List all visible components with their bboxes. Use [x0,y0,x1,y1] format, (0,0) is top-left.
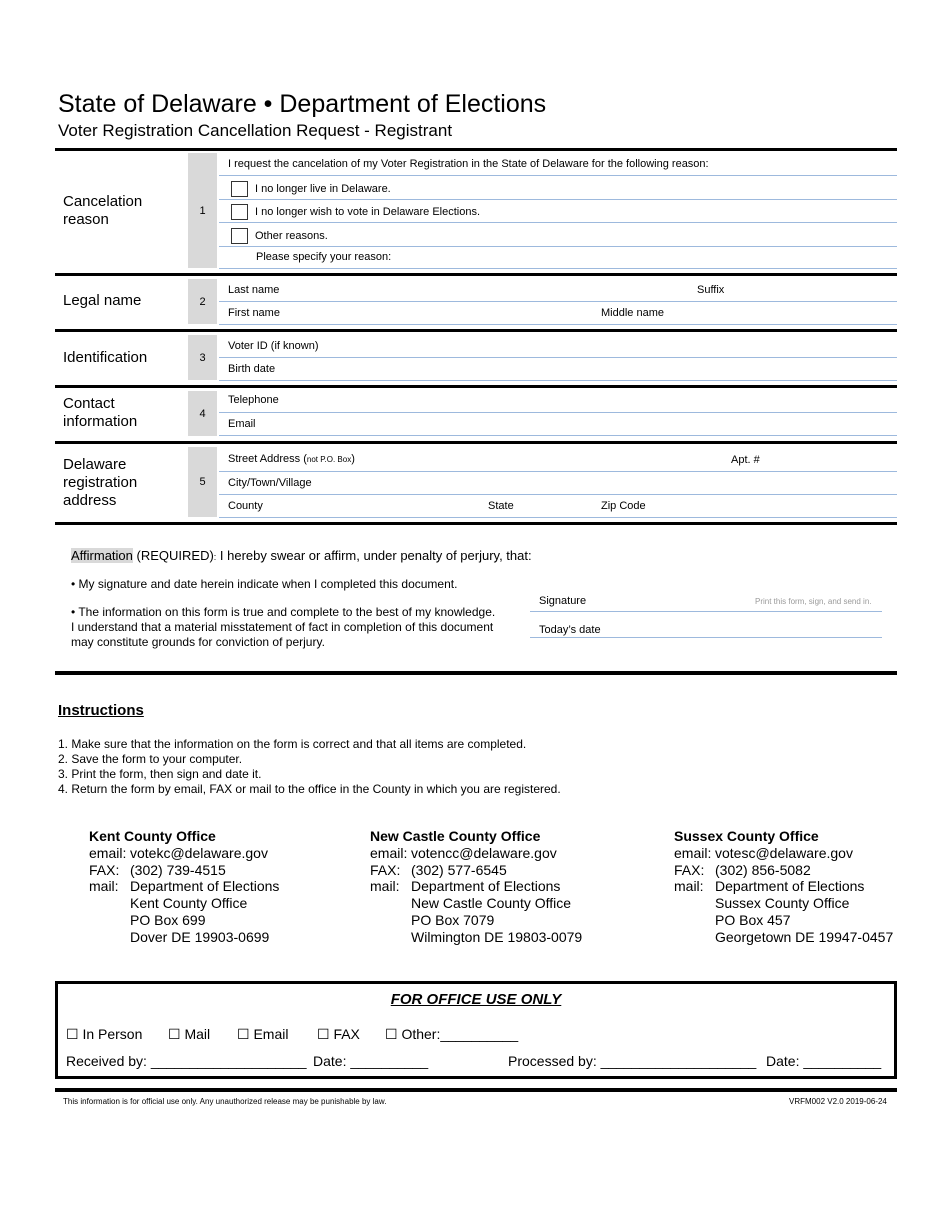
office-mail-line: New Castle County Office [411,895,572,912]
office-name: New Castle County Office [370,828,541,844]
todays-date-field[interactable]: Today’s date [539,624,601,636]
field-line [219,324,897,325]
office-mail-line: Kent County Office [130,895,248,912]
label: FAX: [674,861,705,878]
cancel-intro-text: I request the cancelation of my Voter Registration in the State of Delaware for the following reason: [228,158,709,170]
label: mail: [674,878,704,895]
office-fax: (302) 739-4515 [130,861,226,878]
office-fax: (302) 856-5082 [715,861,811,878]
section-divider [55,522,897,525]
office-mail-line: Department of Elections [411,878,561,895]
section-divider [55,671,897,675]
page-subtitle: Voter Registration Cancellation Request - Registrant [58,121,453,140]
instruction-step: 2. Save the form to your computer. [58,752,243,766]
field-line [530,611,882,612]
affirmation-required: (REQUIRED) [132,548,214,563]
field-line [219,412,897,413]
voter-id-field[interactable]: Voter ID (if known) [228,340,319,352]
office-mail-line: Wilmington DE 19803-0079 [411,928,583,945]
office-option-mail[interactable]: ☐ Mail [168,1026,211,1042]
office-email: votekc@delaware.gov [130,844,268,861]
kent-county-office [89,828,279,946]
label: email: [674,844,712,861]
form-version: VRFM002 V2.0 2019-06-24 [789,1097,887,1106]
affirmation-heading [71,548,532,563]
affirmation-text: I hereby swear or affirm, under penalty of perjury, that: [216,548,532,563]
sussex-county-office [674,828,893,946]
contact-information-label: Contact information [63,395,138,430]
office-option-in-person[interactable]: ☐ In Person [66,1026,143,1042]
field-line [530,637,882,638]
section-number: 5 [188,447,217,517]
field-line [219,471,897,472]
checkbox-no-longer-live[interactable] [231,181,248,197]
office-mail-line: Department of Elections [130,878,280,895]
first-name-field[interactable]: First name [228,307,280,319]
field-line [219,357,897,358]
office-mail-line: PO Box 457 [715,911,791,928]
instruction-step: 4. Return the form by email, FAX or mail to the office in the County in which you are registered. [58,782,561,796]
label: mail: [89,878,119,895]
affirmation-bullet: • My signature and date herein indicate when I completed this document. [71,577,458,591]
page-title: State of Delaware • Department of Elections [58,90,547,118]
office-option-email[interactable]: ☐ Email [237,1026,289,1042]
received-date-field[interactable]: Date: __________ [313,1053,429,1069]
office-option-other[interactable]: ☐ Other:__________ [385,1026,519,1042]
label: FAX: [89,861,120,878]
section-divider [55,329,897,332]
label: email: [89,844,127,861]
field-line [219,494,897,495]
received-by-field[interactable]: Received by: ____________________ [66,1053,307,1069]
footer-notice: This information is for official use only. Any unauthorized release may be punishable by law. [63,1097,387,1106]
office-mail-line: Dover DE 19903-0699 [130,928,270,945]
affirmation-bullet-cont: I understand that a material misstatement of fact in completion of this document [71,620,494,634]
state-field[interactable]: State [488,500,514,512]
middle-name-field[interactable]: Middle name [601,307,664,319]
label: mail: [370,878,400,895]
label: FAX: [370,861,401,878]
checkbox-other-reasons[interactable] [231,228,248,244]
city-field[interactable]: City/Town/Village [228,477,312,489]
apt-field[interactable]: Apt. # [731,454,760,466]
office-mail-line: PO Box 7079 [411,911,495,928]
field-line [219,175,897,176]
office-name: Kent County Office [89,828,216,844]
signature-hint: Print this form, sign, and send in. [755,597,872,606]
street-address-label: Street Address ( [228,453,307,465]
affirmation-colon: : [213,552,217,562]
delaware-address-label: Delaware registration address [63,456,138,509]
section-divider [55,441,897,444]
office-email: votesc@delaware.gov [715,844,853,861]
section-number: 2 [188,279,217,324]
office-option-fax[interactable]: ☐ FAX [317,1026,360,1042]
section-number: 3 [188,335,217,380]
street-address-field[interactable] [228,453,355,466]
section-divider [55,148,897,151]
office-mail-line: Sussex County Office [715,895,850,912]
processed-by-field[interactable]: Processed by: ____________________ [508,1053,757,1069]
office-use-box [55,981,897,1079]
legal-name-label: Legal name [63,292,142,309]
instructions-heading: Instructions [58,702,144,719]
street-address-close: ) [351,453,355,465]
suffix-field[interactable]: Suffix [697,284,725,296]
identification-label: Identification [63,349,148,366]
office-mail-line: Georgetown DE 19947-0457 [715,928,894,945]
label: email: [370,844,408,861]
signature-field[interactable]: Signature [539,595,587,607]
email-field[interactable]: Email [228,418,256,430]
new-castle-county-office [370,828,582,946]
office-use-title: FOR OFFICE USE ONLY [390,991,562,1008]
checkbox-no-longer-vote[interactable] [231,204,248,220]
option-label: I no longer live in Delaware. [255,183,391,195]
footer-divider [55,1088,897,1092]
instruction-step: 3. Print the form, then sign and date it. [58,767,262,781]
section-number: 1 [188,153,217,268]
section-divider [55,385,897,388]
office-mail-line: Department of Elections [715,878,865,895]
last-name-field[interactable]: Last name [228,284,280,296]
street-address-note: not P.O. Box [306,455,352,464]
processed-date-field[interactable]: Date: __________ [766,1053,882,1069]
section-number: 4 [188,391,217,436]
office-fax: (302) 577-6545 [411,861,507,878]
instruction-step: 1. Make sure that the information on the form is correct and that all items are completed. [58,737,527,751]
office-mail-line: PO Box 699 [130,911,206,928]
field-line [219,268,897,269]
field-line [219,246,897,247]
affirmation-bullet: • The information on this form is true and complete to the best of my knowledge. [71,605,496,619]
cancelation-reason-label: Cancelation reason [63,193,143,228]
field-line [219,199,897,200]
field-line [219,380,897,381]
birth-date-field[interactable]: Birth date [228,363,276,375]
field-line [219,301,897,302]
affirmation-label: Affirmation [71,548,133,563]
field-line [219,517,897,518]
field-line [219,435,897,436]
office-email: votencc@delaware.gov [411,844,557,861]
specify-reason-field[interactable]: Please specify your reason: [256,251,392,263]
field-line [219,222,897,223]
zip-code-field[interactable]: Zip Code [601,500,646,512]
office-name: Sussex County Office [674,828,819,844]
option-label: I no longer wish to vote in Delaware Elections. [255,206,481,218]
county-field[interactable]: County [228,500,263,512]
option-label: Other reasons. [255,230,328,242]
telephone-field[interactable]: Telephone [228,394,279,406]
affirmation-bullet-cont: may constitute grounds for conviction of perjury. [71,635,325,649]
section-divider [55,273,897,276]
